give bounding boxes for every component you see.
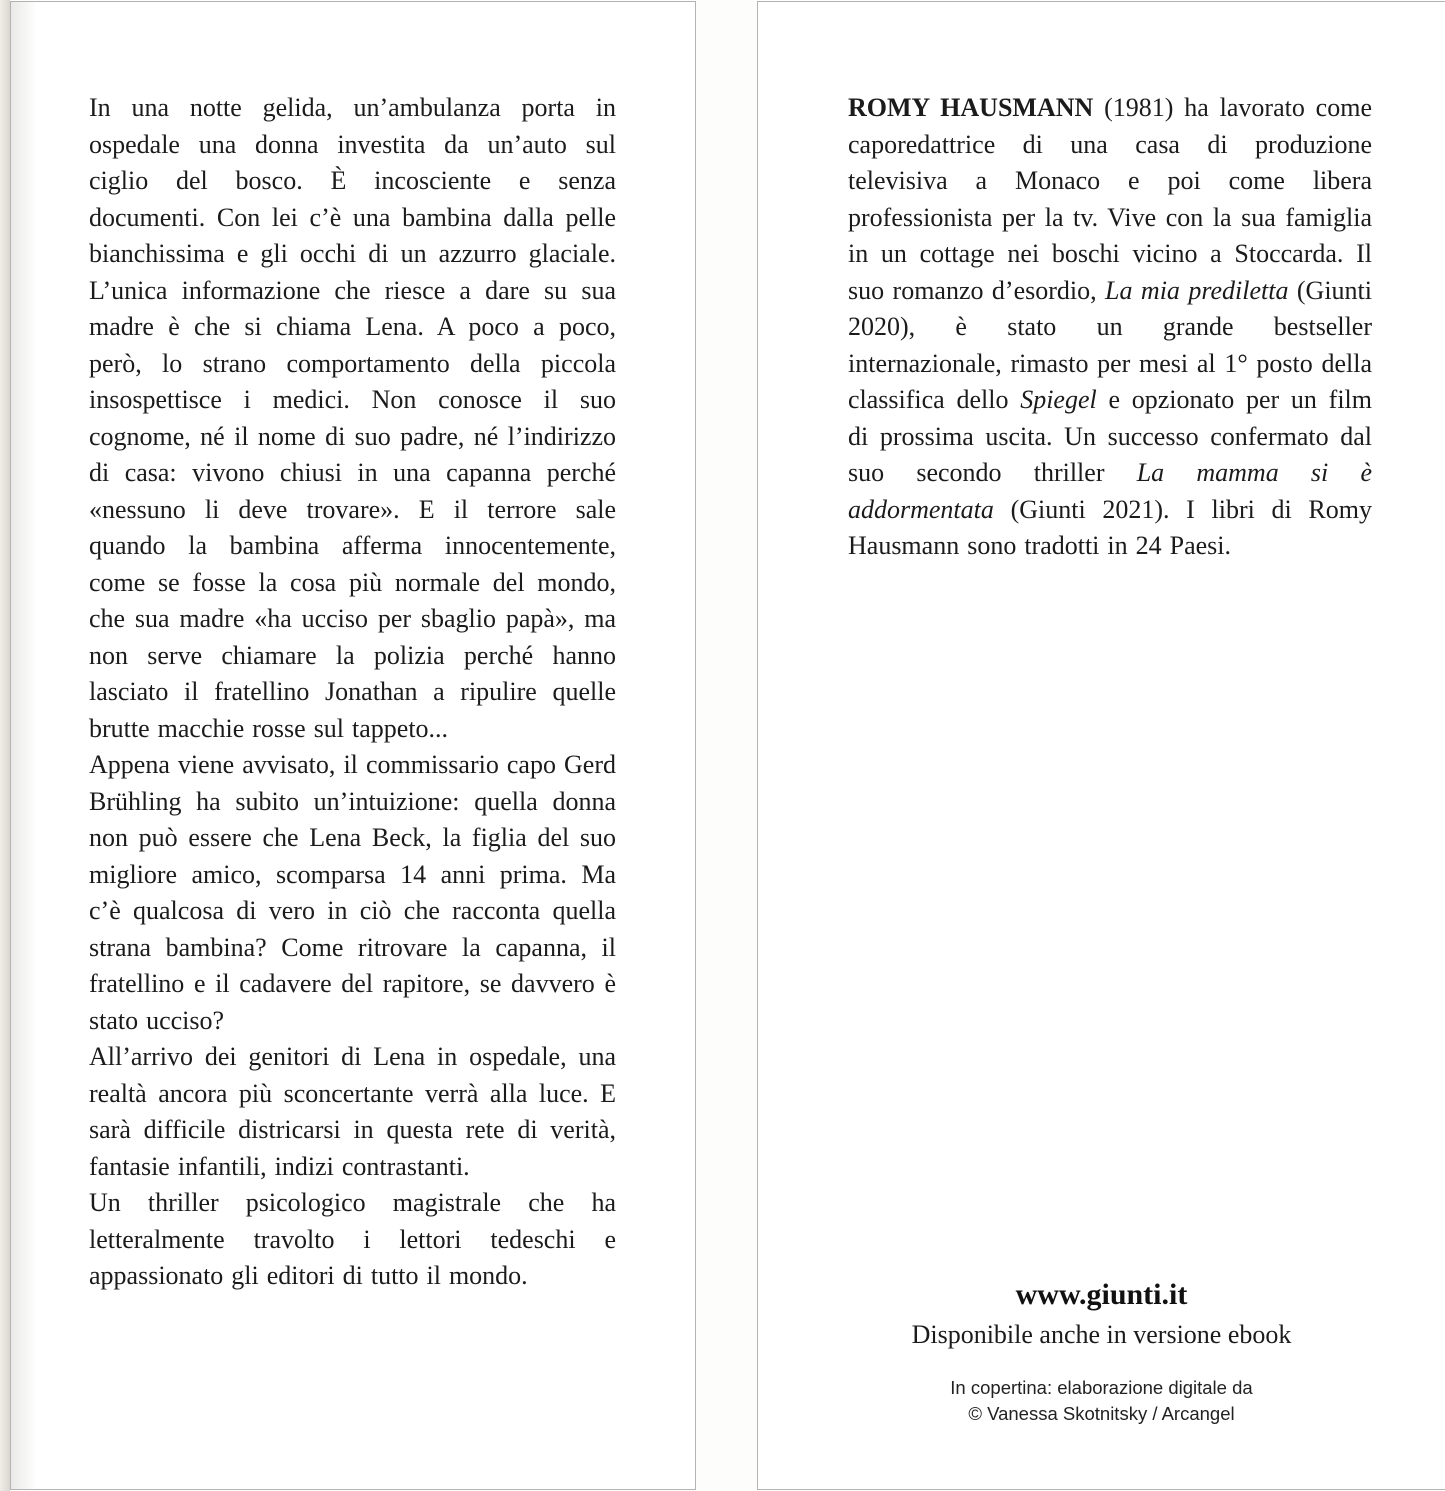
bio-segment: (Giunti 2021). I libri di Romy Hausmann sono tradotti in 24 Paesi. [848,494,1372,560]
synopsis-paragraph: Appena viene avvisato, il commissario capo Gerd Brühling ha subito un’intuizione: quella donna non può essere che Lena Beck, la figlia del suo migliore amico, scomparsa 14 anni prima. Ma c’è qualcosa di vero in ciò che racconta quella strana bambina? Come ritrovare la capanna, il fratellino e il cadavere del rapitore, se davvero è stato ucciso? [89,750,616,1035]
synopsis-text-block [89,90,616,1295]
publisher-website-url: www.giunti.it [1015,1278,1188,1311]
cover-credit-line-2: © Vanessa Skotnitsky / Arcangel [968,1403,1235,1424]
ebook-availability-note: Disponibile anche in versione ebook [911,1320,1292,1349]
author-name: ROMY HAUSMANN [848,93,1094,122]
spiegel-title: Spiegel [1020,385,1097,414]
synopsis-paragraph: All’arrivo dei genitori di Lena in ospedale, una realtà ancora più sconcertante verrà alla luce. E sarà difficile districarsi in questa rete di verità, fantasie infantili, indizi contrastanti. [89,1042,616,1181]
synopsis-paragraph: Un thriller psicologico magistrale che ha letteralmente travolto i lettori tedeschi e appassionato gli editori di tutto il mondo. [89,1188,616,1290]
author-bio-block [848,90,1372,565]
book-title-la-mia-prediletta: La mia prediletta [1105,275,1289,305]
cover-credit-line-1: In copertina: elaborazione digitale da [950,1377,1253,1398]
author-bio-paragraph [848,90,1372,565]
bio-segment: (Giunti 2020), è stato un grande bestseller internazionale, rimasto per mesi al 1° posto della classifica dello [848,275,1373,414]
book-title-la-mamma: La mamma si è addormentata [848,458,1372,524]
bio-segment: (1981) ha lavorato come caporedattrice di una casa di produzione televisiva a Monaco e poi come libera professionista per la tv. Vive con la sua famiglia in un cottage nei boschi vicino a Stoccarda. Il suo romanzo d’esordio, [848,93,1372,305]
synopsis-paragraph: In una notte gelida, un’ambulanza porta in ospedale una donna investita da un’auto sul ciglio del bosco. È incosciente e senza documenti. Con lei c’è una bambina dalla pelle bianchissima e gli occhi di un azzurro glaciale. L’unica informazione che riesce a dare su sua madre è che si chiama Lena. A poco a poco, però, lo strano comportamento della piccola insospettisce i medici. Non conosce il suo cognome, né il nome di suo padre, né l’indirizzo di casa: vivono chiusi in una capanna perché «nessuno li deve trovare». E il terrore sale quando la bambina afferma innocentemente, come se fosse la cosa più normale del mondo, che sua madre «ha ucciso per sbaglio papà», ma non serve chiamare la polizia perché hanno lasciato il fratellino Jonathan a ripulire quelle brutte macchie rosse sul tappeto... [89,93,616,743]
left-book-flap [10,1,696,1490]
flap-fold-shadow [11,2,37,1489]
right-book-flap [757,1,1445,1490]
bio-segment: e opzionato per un film di prossima uscita. Un successo confermato dal suo secondo thriller [848,385,1372,487]
page-left-edge-shading [0,0,10,1491]
